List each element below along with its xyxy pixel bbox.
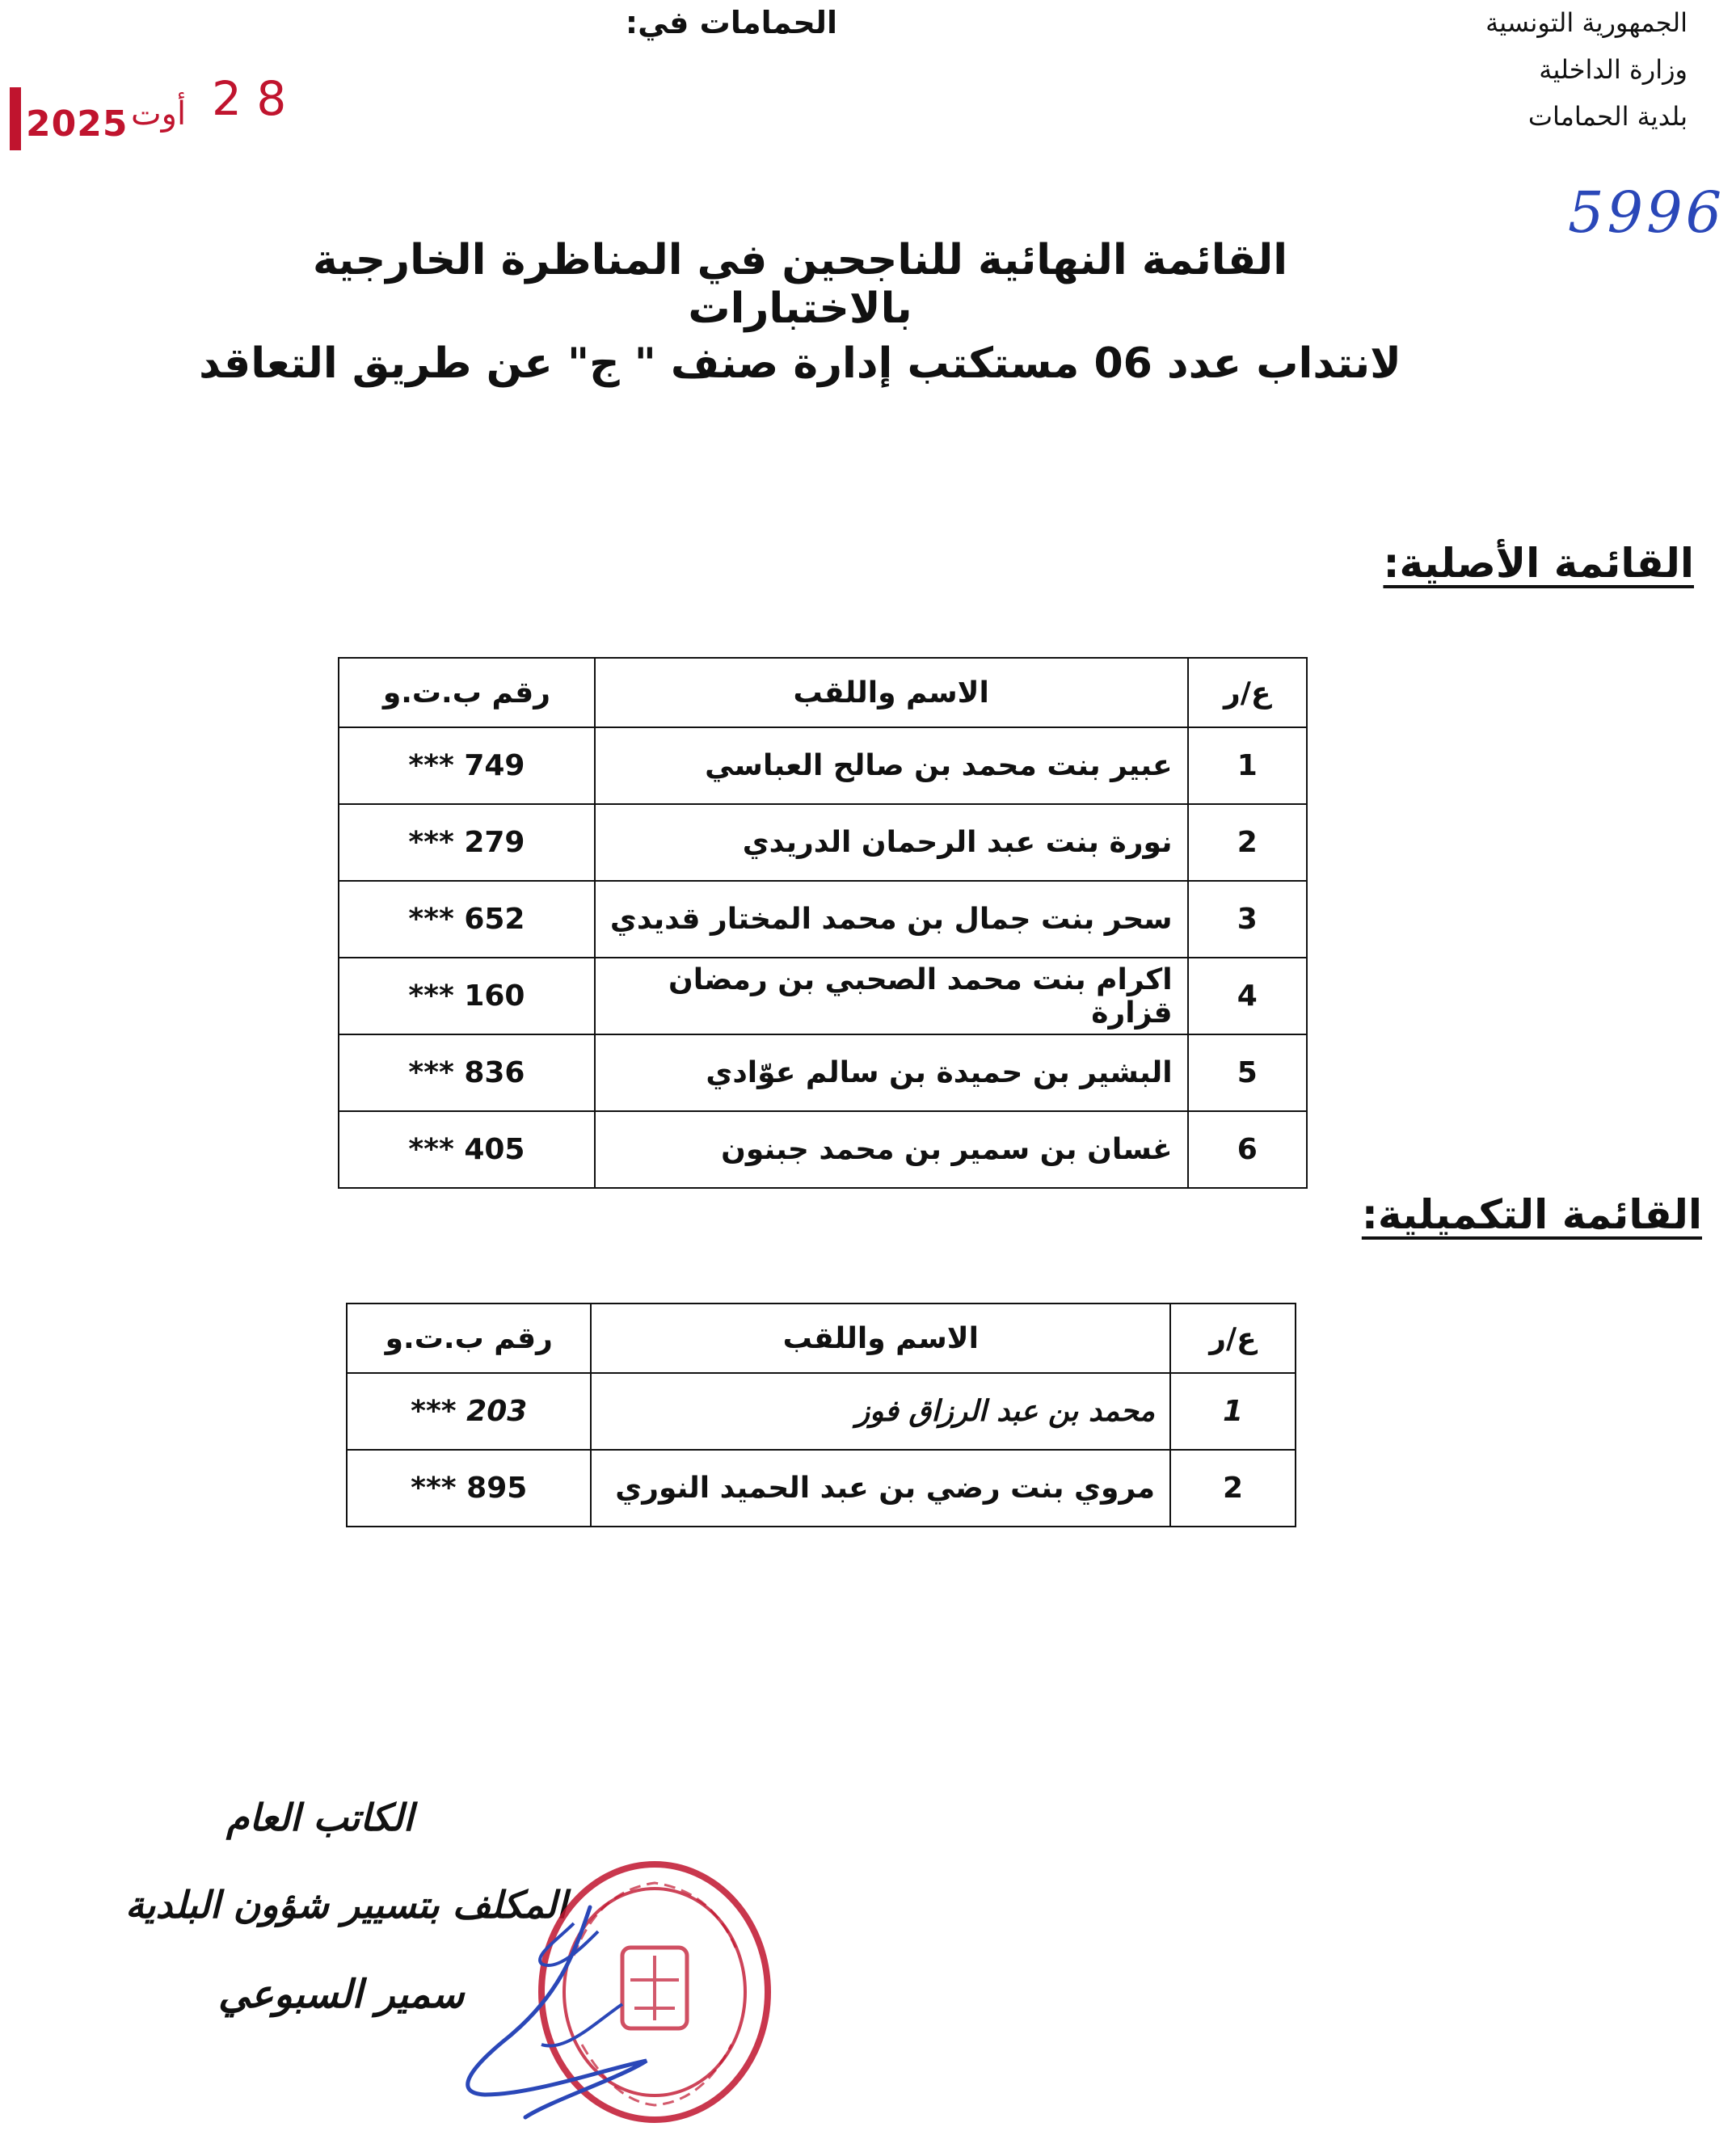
date-stamp [10, 63, 317, 152]
column-header-id: رقم ب.ت.و [347, 1304, 591, 1373]
row-id: *** 895 [347, 1450, 591, 1527]
row-id: *** 652 [339, 881, 595, 958]
row-id: *** 749 [339, 727, 595, 804]
row-index: 1 [1170, 1373, 1296, 1450]
column-header-index: ع/ر [1170, 1304, 1296, 1373]
table-header-row [347, 1304, 1296, 1373]
table-row [339, 804, 1307, 881]
complementary-list-table [346, 1303, 1296, 1527]
header-ministry: وزارة الداخلية [1539, 54, 1688, 85]
row-index: 1 [1188, 727, 1307, 804]
column-header-name: الاسم واللقب [591, 1304, 1170, 1373]
row-index: 4 [1188, 958, 1307, 1034]
table-row [339, 958, 1307, 1034]
row-name: نورة بنت عبد الرحمان الدريدي [595, 804, 1188, 881]
table-row [347, 1450, 1296, 1527]
row-name: غسان بن سمير بن محمد جبنون [595, 1111, 1188, 1188]
row-index: 3 [1188, 881, 1307, 958]
signatory-name: سمير السبوعي [218, 1972, 465, 2017]
column-header-id: رقم ب.ت.و [339, 658, 595, 727]
row-index: 2 [1170, 1450, 1296, 1527]
row-id: *** 405 [339, 1111, 595, 1188]
document-title-line2: لانتداب عدد 06 مستكتب إدارة صنف " ج" عن طريق التعاقد [199, 339, 1401, 388]
row-id: *** 160 [339, 958, 595, 1034]
row-id: *** 836 [339, 1034, 595, 1111]
row-id: *** 203 [347, 1373, 591, 1450]
table-row [339, 1111, 1307, 1188]
row-index: 2 [1188, 804, 1307, 881]
table-row [339, 727, 1307, 804]
handwritten-signature [436, 1883, 695, 2125]
document-title-line1: القائمة النهائية للناجحين في المناظرة الخارجية بالاختبارات [312, 236, 1288, 333]
stamp-edge [10, 87, 21, 150]
column-header-name: الاسم واللقب [595, 658, 1188, 727]
issuer-header [1283, 6, 1688, 147]
place-date: الحمامات في: [625, 5, 838, 40]
row-name: محمد بن عبد الرزاق فوز [591, 1373, 1170, 1450]
table-header-row [339, 658, 1307, 727]
table-row [339, 881, 1307, 958]
table-row [347, 1373, 1296, 1450]
handwritten-reference-number: 5996 [1568, 179, 1725, 246]
row-name: اكرام بنت محمد الصحبي بن رمضان قزارة [595, 958, 1188, 1034]
signatory-role: المكلف بتسيير شؤون البلدية [125, 1883, 567, 1927]
row-name: البشير بن حميدة بن سالم عوّادي [595, 1034, 1188, 1111]
table-row [339, 1034, 1307, 1111]
stamp-month: أوت [131, 95, 187, 133]
signatory-title: الكاتب العام [226, 1796, 414, 1839]
stamp-year: 2025 [26, 103, 129, 145]
header-country: الجمهورية التونسية [1485, 7, 1688, 38]
row-id: *** 279 [339, 804, 595, 881]
row-name: عبير بنت محمد بن صالح العباسي [595, 727, 1188, 804]
row-index: 5 [1188, 1034, 1307, 1111]
complementary-list-heading: القائمة التكميلية: [1361, 1191, 1702, 1238]
column-header-index: ع/ر [1188, 658, 1307, 727]
row-name: سحر بنت جمال بن محمد المختار قديدي [595, 881, 1188, 958]
header-municipality: بلدية الحمامات [1527, 101, 1688, 132]
stamp-day: 2 8 [212, 71, 287, 126]
main-list-table [338, 657, 1308, 1189]
row-name: مروي بنت رضي بن عبد الحميد النوري [591, 1450, 1170, 1527]
main-list-heading: القائمة الأصلية: [1383, 540, 1694, 587]
row-index: 6 [1188, 1111, 1307, 1188]
